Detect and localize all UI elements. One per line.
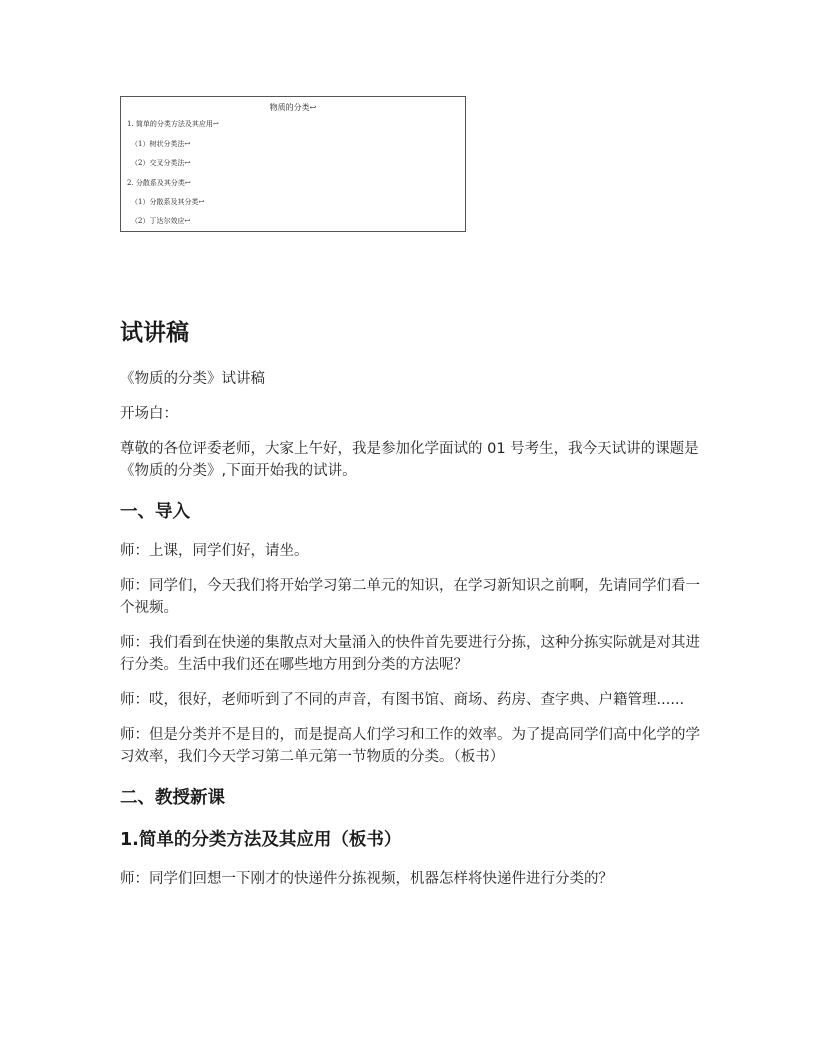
paragraph: 师：同学们，今天我们将开始学习第二单元的知识，在学习新知识之前啊，先请同学们看一个视频。 bbox=[120, 578, 700, 616]
subtitle-paragraph: 《物质的分类》试讲稿 bbox=[120, 371, 265, 387]
document-body bbox=[120, 318, 700, 903]
paragraph: 师：同学们回想一下刚才的快递件分拣视频，机器怎样将快递件进行分类的？ bbox=[120, 871, 613, 887]
board-line: （1）分散系及其分类↩ bbox=[131, 198, 205, 206]
document-title: 试讲稿 bbox=[120, 320, 189, 346]
paragraph: 师：但是分类并不是目的，而是提高人们学习和工作的效率。为了提高同学们高中化学的学习效率，我们今天学习第二单元第一节物质的分类。（板书） bbox=[120, 727, 700, 765]
paragraph: 师：我们看到在快递的集散点对大量涌入的快件首先要进行分拣，这种分拣实际就是对其进行分类。生活中我们还在哪些地方用到分类的方法呢？ bbox=[120, 635, 700, 673]
blackboard-outline-image bbox=[120, 96, 466, 232]
opening-paragraph: 尊敬的各位评委老师，大家上午好，我是参加化学面试的 01 号考生，我今天试讲的课题是《物质的分类》,下面开始我的试讲。 bbox=[120, 441, 699, 479]
opening-label: 开场白： bbox=[120, 406, 178, 422]
board-line: （2）丁达尔效应↩ bbox=[131, 217, 191, 225]
section-heading-intro: 一、导入 bbox=[120, 502, 190, 522]
board-line: （2）交叉分类法↩ bbox=[131, 159, 191, 167]
section-heading-new-lesson: 二、教授新课 bbox=[120, 788, 225, 808]
board-title: 物质的分类↩ bbox=[269, 103, 317, 112]
paragraph: 师：上课，同学们好，请坐。 bbox=[120, 543, 309, 559]
paragraph: 师：哎，很好，老师听到了不同的声音，有图书馆、商场、药房、查字典、户籍管理...... bbox=[120, 692, 685, 708]
board-line: 1. 简单的分类方法及其应用↩ bbox=[127, 120, 219, 128]
subsection-heading: 1.简单的分类方法及其应用（板书） bbox=[120, 830, 402, 850]
board-line: 2. 分散系及其分类↩ bbox=[127, 179, 191, 187]
board-line: （1）树状分类法↩ bbox=[131, 140, 191, 148]
